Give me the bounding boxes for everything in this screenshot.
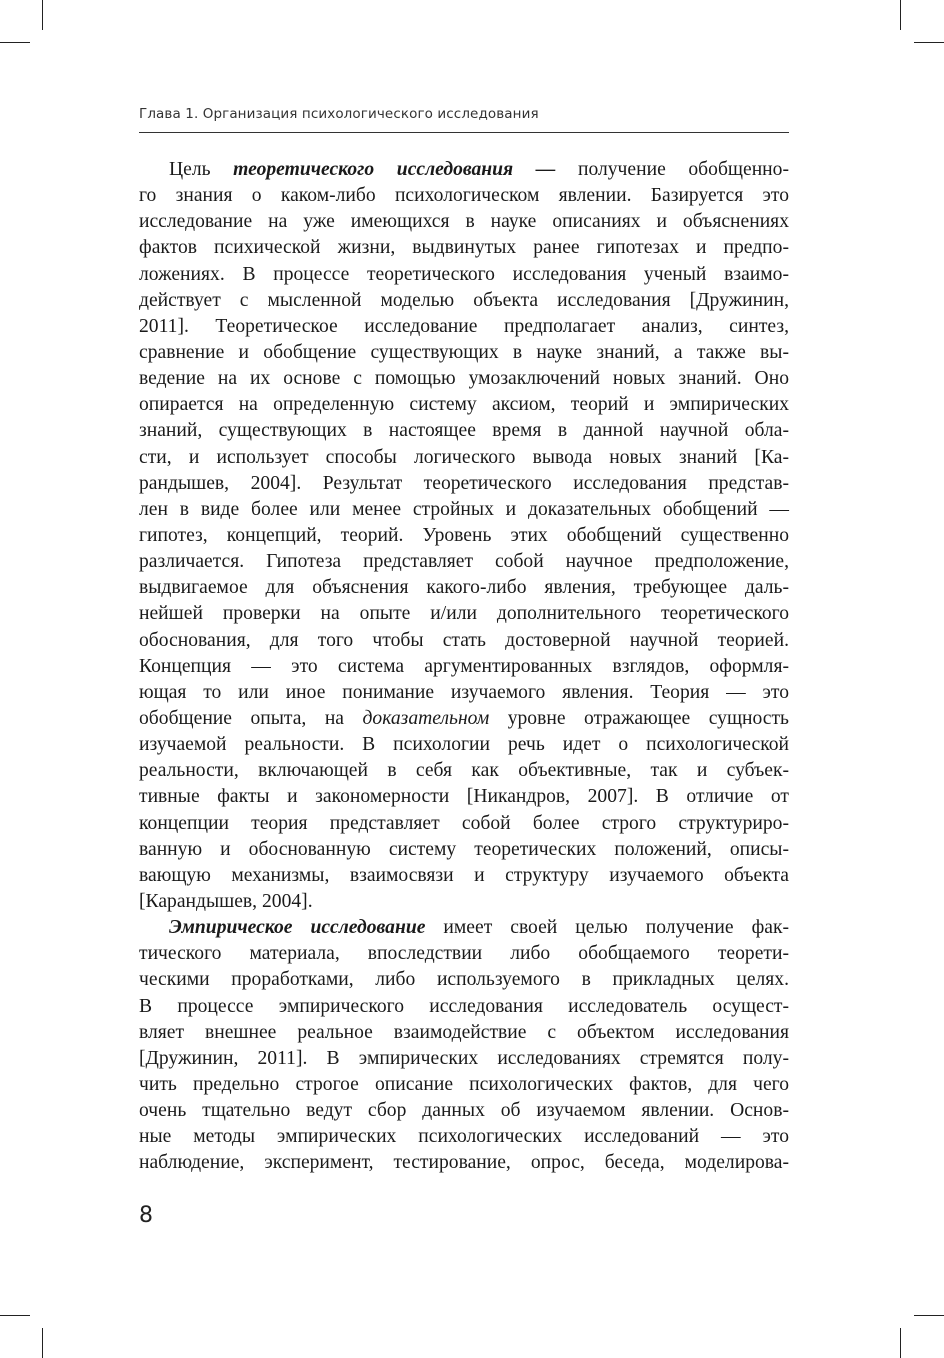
page-number: 8 xyxy=(139,1203,153,1228)
paragraph-1-line: сти, и использует способы логического вывода новых знаний [Ка- xyxy=(139,446,789,468)
paragraph-1-line: тивные факты и закономерности [Никандров, 2007]. В отличие от xyxy=(139,786,789,808)
paragraph-1-line: Цель теоретического исследования — получение обобщенно- xyxy=(169,159,789,180)
paragraph-1-line: рандышев, 2004]. Результат теоретического исследования представ- xyxy=(139,472,789,494)
paragraph-1-line: ванную и обоснованную систему теоретических положений, описы- xyxy=(139,838,789,860)
paragraph-1-line: реальности, включающей в себя как объективные, так и субъек- xyxy=(139,760,789,782)
crop-mark-bottom-right-h xyxy=(914,1315,944,1316)
paragraph-1-line: исследование на уже имеющихся в науке описаниях и объяснениях xyxy=(139,211,789,233)
crop-mark-top-right-v xyxy=(900,0,901,30)
emphasis-evidential: доказательном xyxy=(362,707,490,729)
paragraph-2-line: вляет внешнее реальное взаимодействие с объектом исследования xyxy=(139,1021,789,1043)
body-text xyxy=(139,157,789,1176)
paragraph-2-line: В процессе эмпирического исследования исследователь осущест- xyxy=(139,995,789,1017)
paragraph-1-line: знаний, существующих в настоящее время в данной научной обла- xyxy=(139,420,789,442)
paragraph-2-line: [Дружинин, 2011]. В эмпирических исследованиях стремятся полу- xyxy=(139,1047,789,1069)
crop-mark-top-left-h xyxy=(0,42,30,43)
emphasis-theoretical-research: теоретического исследования — xyxy=(233,159,556,180)
paragraph-1-line: концепции теория представляет собой более строго структуриро- xyxy=(139,812,789,834)
paragraph-1-line: гипотез, концепций, теорий. Уровень этих обобщений существенно xyxy=(139,524,789,546)
paragraph-1-line: обобщение опыта, на доказательном уровне отражающее сущность xyxy=(139,707,789,729)
header-rule xyxy=(139,132,789,133)
paragraph-1-line: вающую механизмы, взаимосвязи и структуру изучаемого объекта xyxy=(139,864,789,886)
paragraph-2-line: ческими проработками, либо используемого в прикладных целях. xyxy=(139,969,789,991)
paragraph-2-line: ные методы эмпирических психологических исследований — это xyxy=(139,1126,789,1148)
paragraph-1-line: опирается на определенную систему аксиом, теорий и эмпирических xyxy=(139,394,789,416)
crop-mark-bottom-right-v xyxy=(900,1328,901,1358)
paragraph-1-line: Концепция — это система аргументированных взглядов, оформля- xyxy=(139,655,789,677)
emphasis-empirical-research: Эмпирическое исследование xyxy=(169,917,426,939)
paragraph-2-line: тического материала, впоследствии либо обобщаемого теорети- xyxy=(139,943,789,965)
crop-mark-top-left-v xyxy=(42,0,43,30)
paragraph-1-line: [Карандышев, 2004]. xyxy=(139,890,313,912)
paragraph-1-line: сравнение и обобщение существующих в науке знаний, а также вы- xyxy=(139,341,789,363)
paragraph-1-line: го знания о каком-либо психологическом явлении. Базируется это xyxy=(139,185,789,207)
paragraph-1-line: 2011]. Теоретическое исследование предполагает анализ, синтез, xyxy=(139,315,789,337)
paragraph-1-line: выдвигаемое для объяснения какого-либо явления, требующее даль- xyxy=(139,577,789,599)
paragraph-1-line: обоснования, для того чтобы стать достоверной научной теорией. xyxy=(139,629,789,651)
crop-mark-bottom-left-h xyxy=(0,1315,30,1316)
paragraph-2-line: чить предельно строгое описание психологических фактов, для чего xyxy=(139,1073,789,1095)
paragraph-1-line: различается. Гипотеза представляет собой научное предположение, xyxy=(139,551,789,573)
paragraph-2-line: очень тщательно ведут сбор данных об изучаемом явлении. Основ- xyxy=(139,1100,789,1122)
paragraph-1-line: ложениях. В процессе теоретического исследования ученый взаимо- xyxy=(139,263,789,285)
paragraph-1-line: ведение на их основе с помощью умозаключений новых знаний. Оно xyxy=(139,368,789,390)
paragraph-1-line: фактов психической жизни, выдвинутых ранее гипотезах и предпо- xyxy=(139,237,789,259)
crop-mark-top-right-h xyxy=(914,42,944,43)
paragraph-2-line: наблюдение, эксперимент, тестирование, опрос, беседа, моделирова- xyxy=(139,1152,789,1174)
paragraph-1-line: нейшей проверки на опыте и/или дополнительного теоретического xyxy=(139,603,789,625)
paragraph-2-line: Эмпирическое исследование имеет своей целью получение фак- xyxy=(169,917,790,939)
paragraph-1-line: действует с мысленной моделью объекта исследования [Дружинин, xyxy=(139,289,789,311)
paragraph-1-line: лен в виде более или менее стройных и доказательных обобщений — xyxy=(139,498,789,520)
paragraph-1-line: изучаемой реальности. В психологии речь идет о психологической xyxy=(139,734,789,756)
crop-mark-bottom-left-v xyxy=(42,1328,43,1358)
paragraph-1-line: ющая то или иное понимание изучаемого явления. Теория — это xyxy=(139,681,789,703)
running-head: Глава 1. Организация психологического исследования xyxy=(139,106,539,122)
